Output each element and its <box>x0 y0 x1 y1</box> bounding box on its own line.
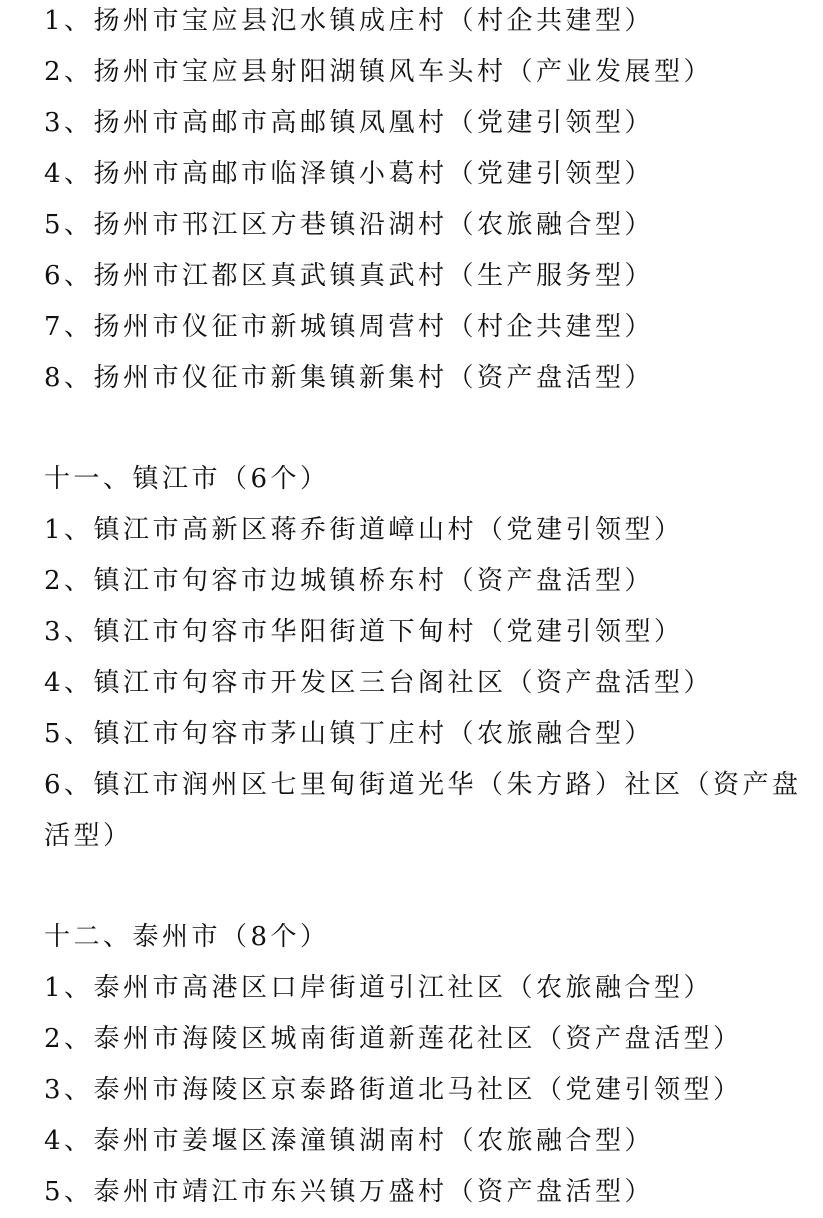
list-item-continuation: 活型） <box>44 821 133 851</box>
yangzhou-list <box>0 0 823 404</box>
section-gap <box>0 404 823 454</box>
list-item: 5、泰州市靖江市东兴镇万盛村（资产盘活型） <box>44 1177 655 1207</box>
list-item: 5、扬州市邗江区方巷镇沿湖村（农旅融合型） <box>44 210 655 240</box>
list-item: 1、泰州市高港区口岸街道引江社区（农旅融合型） <box>44 973 714 1003</box>
list-item: 3、扬州市高邮市高邮镇凤凰村（党建引领型） <box>44 108 655 138</box>
list-item: 1、镇江市高新区蒋乔街道嶂山村（党建引领型） <box>44 515 684 545</box>
list-item: 4、镇江市句容市开发区三台阁社区（资产盘活型） <box>44 668 714 698</box>
taizhou-section <box>0 912 823 1218</box>
list-item: 2、镇江市句容市边城镇桥东村（资产盘活型） <box>44 566 655 596</box>
list-item: 6、镇江市润州区七里甸街道光华（朱方路）社区（资产盘 <box>44 770 802 800</box>
list-item: 6、扬州市江都区真武镇真武村（生产服务型） <box>44 261 655 291</box>
list-item: 2、泰州市海陵区城南街道新莲花社区（资产盘活型） <box>44 1024 743 1054</box>
list-item: 3、镇江市句容市华阳街道下甸村（党建引领型） <box>44 617 684 647</box>
list-item: 7、扬州市仪征市新城镇周营村（村企共建型） <box>44 312 655 342</box>
list-item: 8、扬州市仪征市新集镇新集村（资产盘活型） <box>44 363 655 393</box>
zhenjiang-section <box>0 454 823 862</box>
list-item: 1、扬州市宝应县氾水镇成庄村（村企共建型） <box>44 6 655 36</box>
section-heading: 十二、泰州市（8个） <box>44 922 330 952</box>
section-heading: 十一、镇江市（6个） <box>44 464 330 494</box>
list-item: 2、扬州市宝应县射阳湖镇风车头村（产业发展型） <box>44 57 714 87</box>
list-item: 4、泰州市姜堰区溱潼镇湖南村（农旅融合型） <box>44 1126 655 1156</box>
list-item: 5、镇江市句容市茅山镇丁庄村（农旅融合型） <box>44 719 655 749</box>
list-item: 3、泰州市海陵区京泰路街道北马社区（党建引领型） <box>44 1075 743 1105</box>
section-gap <box>0 862 823 912</box>
list-item: 4、扬州市高邮市临泽镇小葛村（党建引领型） <box>44 159 655 189</box>
